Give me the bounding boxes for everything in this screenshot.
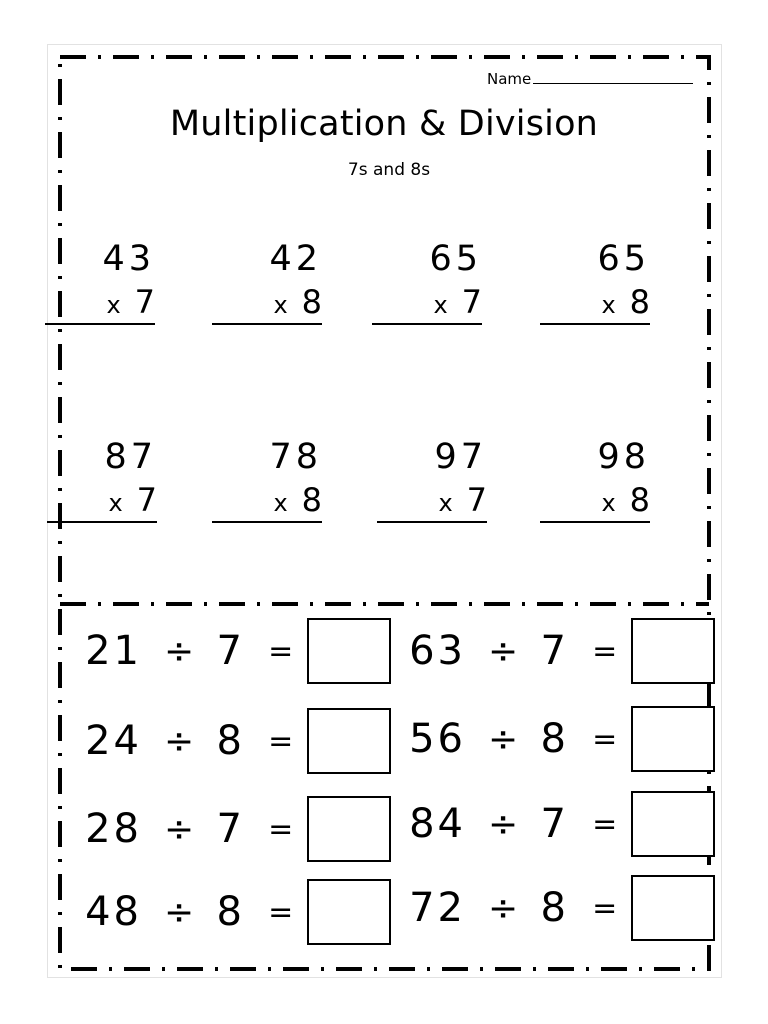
times-sign: x (108, 489, 123, 517)
dividend: 72 (409, 885, 466, 931)
divide-sign: ÷ (164, 808, 195, 850)
factor-bottom: 7 (134, 283, 155, 321)
factor-bottom: 7 (466, 481, 487, 519)
divide-sign: ÷ (488, 718, 519, 760)
equals-sign: = (268, 811, 294, 847)
answer-box[interactable] (307, 879, 391, 945)
dividend: 48 (85, 889, 142, 935)
divide-sign: ÷ (164, 630, 195, 672)
dividend: 56 (409, 716, 466, 762)
dividend: 24 (85, 718, 142, 764)
times-sign: x (601, 291, 616, 319)
equals-sign: = (268, 723, 294, 759)
name-label: Name (487, 70, 532, 88)
factor-bottom: 7 (136, 481, 157, 519)
divide-sign: ÷ (488, 630, 519, 672)
equals-sign: = (268, 633, 294, 669)
dividend: 21 (85, 628, 142, 674)
equals-sign: = (592, 806, 618, 842)
division-problem-6 (396, 791, 715, 857)
factor-top: 65 (597, 239, 650, 279)
factor-bottom: 8 (301, 283, 322, 321)
factor-bottom: 8 (301, 481, 322, 519)
factor-top: 87 (104, 437, 157, 477)
factor-top: 65 (429, 239, 482, 279)
divisor: 7 (216, 628, 242, 674)
multiplication-problem-5 (47, 435, 157, 523)
divisor: 7 (540, 628, 566, 674)
divisor: 7 (216, 806, 242, 852)
multiplication-problem-7 (377, 435, 487, 523)
factor-bottom: 7 (461, 283, 482, 321)
divide-sign: ÷ (164, 720, 195, 762)
division-problem-7 (72, 879, 391, 945)
equals-sign: = (592, 633, 618, 669)
page-subtitle: 7s and 8s (347, 160, 431, 180)
divide-sign: ÷ (488, 803, 519, 845)
answer-box[interactable] (631, 875, 715, 941)
divisor: 8 (216, 718, 242, 764)
division-problem-1 (72, 618, 391, 684)
factor-top: 98 (597, 437, 650, 477)
divisor: 8 (540, 716, 566, 762)
division-problem-2 (396, 618, 715, 684)
multiplication-problem-4 (540, 237, 650, 325)
multiplication-problem-6 (212, 435, 322, 523)
factor-top: 42 (269, 239, 322, 279)
times-sign: x (273, 291, 288, 319)
times-sign: x (273, 489, 288, 517)
division-problem-5 (72, 796, 391, 862)
dividend: 28 (85, 806, 142, 852)
divisor: 8 (216, 889, 242, 935)
answer-box[interactable] (307, 618, 391, 684)
equals-sign: = (592, 721, 618, 757)
multiplication-problem-3 (372, 237, 482, 325)
times-sign: x (433, 291, 448, 319)
multiplication-problem-8 (540, 435, 650, 523)
answer-box[interactable] (631, 618, 715, 684)
dividend: 84 (409, 801, 466, 847)
times-sign: x (106, 291, 121, 319)
factor-top: 97 (434, 437, 487, 477)
factor-top: 43 (102, 239, 155, 279)
name-field[interactable] (487, 70, 693, 88)
page-title: Multiplication & Division (169, 104, 599, 144)
multiplication-problem-1 (45, 237, 155, 325)
equals-sign: = (592, 890, 618, 926)
name-blank[interactable] (533, 71, 693, 84)
divide-sign: ÷ (164, 891, 195, 933)
times-sign: x (601, 489, 616, 517)
divisor: 7 (540, 801, 566, 847)
answer-box[interactable] (631, 706, 715, 772)
factor-bottom: 8 (629, 283, 650, 321)
dividend: 63 (409, 628, 466, 674)
factor-top: 78 (269, 437, 322, 477)
answer-box[interactable] (307, 708, 391, 774)
divisor: 8 (540, 885, 566, 931)
division-problem-3 (72, 708, 391, 774)
division-problem-8 (396, 875, 715, 941)
times-sign: x (438, 489, 453, 517)
equals-sign: = (268, 894, 294, 930)
factor-bottom: 8 (629, 481, 650, 519)
multiplication-problem-2 (212, 237, 322, 325)
divide-sign: ÷ (488, 887, 519, 929)
division-problem-4 (396, 706, 715, 772)
answer-box[interactable] (307, 796, 391, 862)
answer-box[interactable] (631, 791, 715, 857)
